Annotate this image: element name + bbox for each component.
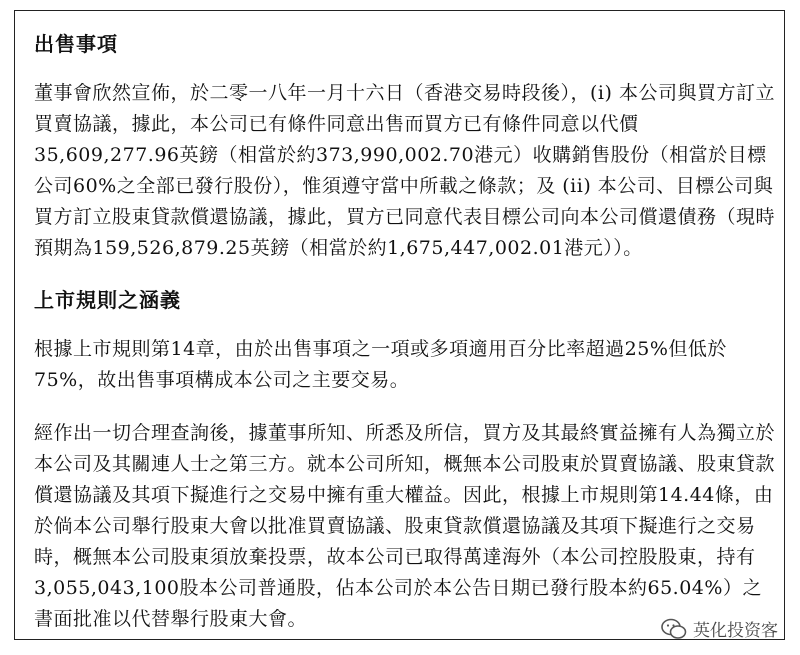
listing-rules-paragraph-2: 經作出一切合理查詢後，據董事所知、所悉及所信，買方及其最終實益擁有人為獨立於本公司及其關連人士之第三方。就本公司所知，概無本公司股東於買賣協議、股東貸款償還協議及其項下擬進行之交易中擁有重大權益。因此，根據上市規則第14.44條，由於倘本公司舉行股東大會以批准買賣協議、股東貸款償還協議及其項下擬進行之交易時，概無本公司股東須放棄投票，故本公司已取得萬達海外（本公司控股股東，持有3,055,043,100股本公司普通股，佔本公司於本公告日期已發行股本約65.04%）之書面批准以代替舉行股東大會。 [34,422,776,630]
watermark-text: 英化投资客 [693,621,778,641]
listing-rules-paragraph-1: 根據上市規則第14章，由於出售事項之一項或多項適用百分比率超過25%但低於75%，故出售事項構成本公司之主要交易。 [34,338,727,391]
disposal-paragraph: 董事會欣然宣佈，於二零一八年一月十六日（香港交易時段後），(i) 本公司與買方訂立買賣協議，據此，本公司已有條件同意出售而買方已有條件同意以代價35,609,277.96英鎊（相當於約373,990,002.70港元）收購銷售股份（相當於目標公司60%之全部已發行股份），惟須遵守當中所載之條款；及 (ii) 本公司、目標公司與買方訂立股東貸款償還協議，據此，買方已同意代表目標公司向本公司償還債務（現時預期為159,526,879.25英鎊（相當於約1,675,447,002.01港元））。 [34,82,776,259]
wechat-icon [661,618,687,640]
document-content [34,30,779,635]
watermark [661,616,778,641]
section-heading-listing-rules: 上市規則之涵義 [34,288,181,312]
section-heading-disposal: 出售事項 [34,32,118,56]
